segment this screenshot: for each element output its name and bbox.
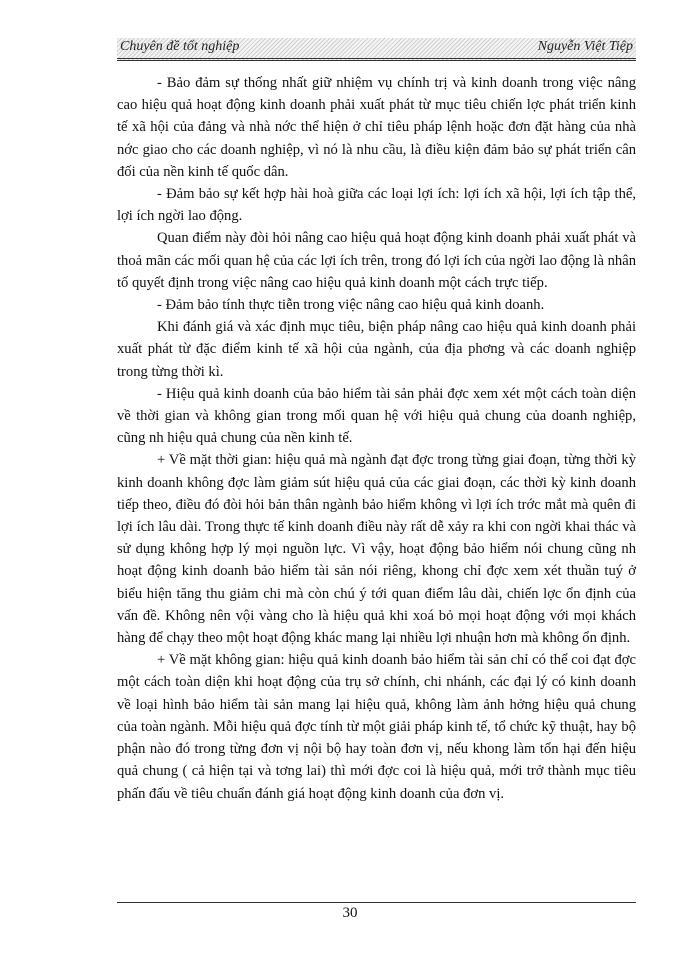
page-header — [117, 38, 636, 61]
document-body — [117, 72, 636, 805]
header-author: Nguyễn Việt Tiệp — [537, 39, 633, 54]
header-title: Chuyên đề tốt nghiệp — [120, 39, 240, 54]
paragraph: - Hiệu quả kinh doanh của bảo hiểm tài sản phải đợc xem xét một cách toàn diện về thời gian và không gian trong mối quan hệ với hiệu quả chung của doanh nghiệp, cũng nh hiệu quả chung của nền kinh tế. — [117, 385, 636, 447]
paragraph: + Về mặt thời gian: hiệu quả mà ngành đạt đợc trong từng giai đoạn, từng thời kỳ kinh doanh không đợc làm giảm sút hiệu quả của các giai đoạn, các thời kỳ kinh doanh tiếp theo, điều đó đòi hỏi bản thân ngành bảo hiểm không vì lợi ích trớc mắt mà quên đi lợi ích lâu dài. Trong thực tế kinh doanh điều này rất dễ xảy ra khi con ngời khai thác và sử dụng không hợp lý mọi nguồn lực. Vì vậy, hoạt động bảo hiểm nói chung cũng nh hoạt động kinh doanh bảo hiểm tài sản nói riêng, khong chỉ đợc xem xét thuần tuý ở biểu hiện tăng thu giảm chi mà còn chú ý tới quan điểm lâu dài, chiến lợc ổn định của vấn đề. Không nên vội vàng cho là hiệu quả khi xoá bỏ mọi hoạt động với mọi khách hàng để chạy theo một hoạt động khác mang lại nhiều lợi nhuận hơn mà không ổn định. — [117, 452, 636, 647]
paragraph: + Về mặt không gian: hiệu quả kinh doanh bảo hiểm tài sản chỉ có thể coi đạt đợc một cách toàn diện khi hoạt động của trụ sở chính, chi nhánh, các đại lý có kinh doanh về loại hình bảo hiểm tài sản mang lại hiệu quả, không làm ảnh hởng hiệu quả chung của toàn ngành. Mỗi hiệu quả đợc tính từ một giải pháp kinh tế, tổ chức kỹ thuật, hay bộ phận nào đó trong từng đơn vị nội bộ hay toàn đơn vị, nếu khong làm tổn hại đến hiệu quả chung ( cả hiện tại và tơng lai) thì mới đợc coi là hiệu quả, mới trở thành mục tiêu phấn đấu về tiêu chuẩn đánh giá hoạt động kinh doanh của đơn vị. — [117, 652, 636, 802]
paragraph: - Đảm bảo tính thực tiễn trong việc nâng cao hiệu quả kinh doanh. — [157, 297, 545, 314]
paragraph: Khi đánh giá và xác định mục tiêu, biện pháp nâng cao hiệu quả kinh doanh phải xuất phát từ đặc điểm kinh tế xã hội của ngành, của địa phơng và các doanh nghiệp trong từng thời kì. — [117, 319, 636, 380]
page-number: 30 — [342, 905, 358, 921]
footer-divider — [117, 902, 636, 903]
paragraph: - Bảo đảm sự thống nhất giữ nhiệm vụ chính trị và kinh doanh trong việc nâng cao hiệu quả hoạt động kinh doanh phải xuất phát từ mục tiêu chiến lợc phát triển kinh tế xã hội của đảng và nhà nớc thể hiện ở chỉ tiêu pháp lệnh hoặc đơn đặt hàng của nhà nớc giao cho các doanh nghiệp, vì nó là nhu cầu, là điều kiện đảm bảo sự phát triển cân đối của nền kinh tế quốc dân. — [117, 75, 636, 180]
paragraph: - Đảm bảo sự kết hợp hài hoà giữa các loại lợi ích: lợi ích xã hội, lợi ích tập thể, lợi ích ngời lao động. — [117, 186, 636, 225]
paragraph: Quan điểm này đòi hỏi nâng cao hiệu quả hoạt động kinh doanh phải xuất phát và thoả mãn các mối quan hệ của các lợi ích trên, trong đó lợi ích của ngời lao động là nhân tố quyết định trong việc nâng cao hiệu quả kinh doanh một cách trực tiếp. — [117, 230, 636, 291]
